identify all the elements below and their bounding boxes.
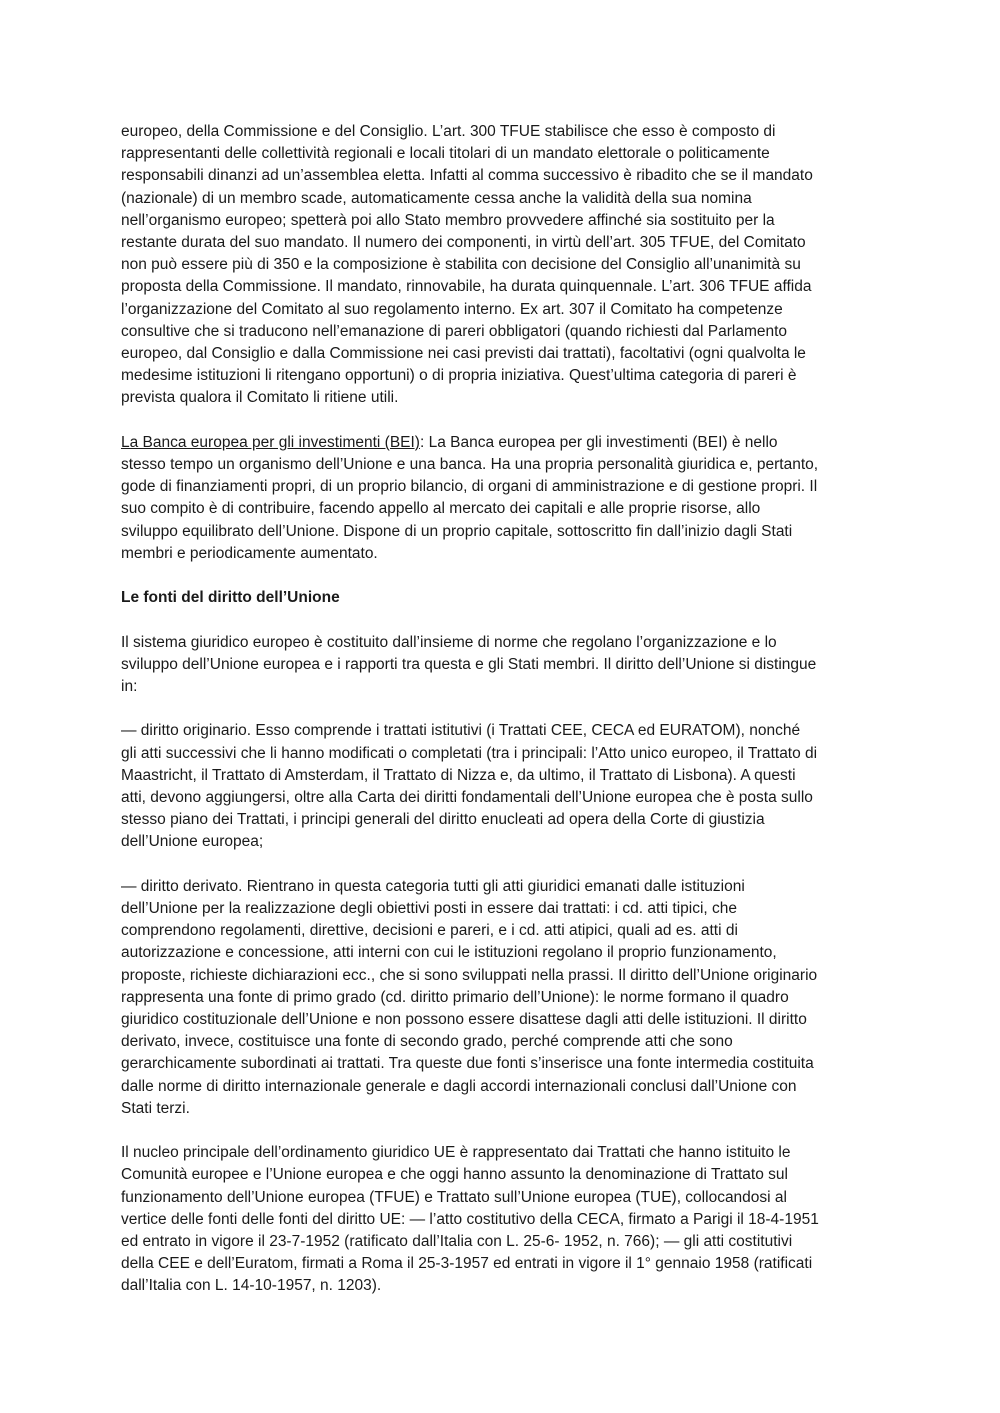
paragraph-nucleo-principale: Il nucleo principale dell’ordinamento giuridico UE è rappresentato dai Trattati che hanno istituito le Comunità europee e l’Unione europea e che oggi hanno assunto la denominazione di Trattato sul funzionamento dell’Unione europea (TFUE) e Trattato sull’Unione europea (TUE), collocandosi al vertice delle fonti delle fonti del diritto UE: — l’atto costitutivo della CECA, firmato a Parigi il 18-4-1951 ed entrato in vigore il 23-7-1952 (ratificato dall’Italia con L. 25-6- 1952, n. 766); — gli atti costitutivi della CEE e dell’Euratom, firmati a Roma il 25-3-1957 ed entrati in vigore il 1° gennaio 1958 (ratificati dall’Italia con L. 14-10-1957, n. 1203). [121,1144,819,1295]
paragraph-bei [121,432,881,565]
section-heading: Le fonti del diritto dell’Unione [121,589,340,607]
bei-text: : La Banca europea per gli investimenti (BEI) è nello stesso tempo un organismo dell’Unione e una banca. Ha una propria personalità giuridica e, pertanto, gode di finanziamenti propri, di un proprio bilancio, di organi di amministrazione e di gestione propri. Il suo compito è di contribuire, facendo appello al mercato dei capitali e alle proprie risorse, allo sviluppo equilibrato dell’Unione. Dispone di un proprio capitale, sottoscritto fin dall’inizio dagli Stati membri e periodicamente aumentato. [121,433,819,562]
paragraph-sistema-giuridico: Il sistema giuridico europeo è costituito dall’insieme di norme che regolano l’organizzazione e lo sviluppo dell’Unione europea e i rapporti tra questa e gli Stati membri. Il diritto dell’Unione si distingue in: [121,633,817,696]
paragraph-comitato-regioni: europeo, della Commissione e del Consiglio. L’art. 300 TFUE stabilisce che esso è composto di rappresentanti delle collettività regionali e locali titolari di un mandato elettorale o politicamente responsabili dinanzi ad un’assemblea eletta. Infatti al comma successivo è ribadito che se il mandato (nazionale) di un membro scade, automaticamente cessa anche la validità della sua nomina nell’organismo europeo; spetterà poi allo Stato membro provvedere affinché sia sostituito per la restante durata del suo mandato. Il numero dei componenti, in virtù dell’art. 305 TFUE, del Comitato non può essere più di 350 e la composizione è stabilita con decisione del Consiglio all’unanimità su proposta della Commissione. Il mandato, rinnovabile, ha durata quinquennale. L’art. 306 TFUE affida l’organizzazione del Comitato al suo regolamento interno. Ex art. 307 il Comitato ha competenze consultive che si traducono nell’emanazione di pareri obbligatori (quando richiesti dal Parlamento europeo, dal Consiglio e dalla Commissione nei casi previsti dai trattati), facoltativi (ogni qualvolta le medesime istituzioni li ritengano opportuni) o di propria iniziativa. Quest’ultima categoria di pareri è prevista qualora il Comitato li ritiene utili. [121,123,813,407]
bei-label: La Banca europea per gli investimenti (BEI) [121,433,420,451]
document-body [121,121,881,1320]
paragraph-diritto-originario: — diritto originario. Esso comprende i trattati istitutivi (i Trattati CEE, CECA ed EURATOM), nonché gli atti successivi che li hanno modificati o completati (tra i principali: l’Atto unico europeo, il Trattato di Maastricht, il Trattato di Amsterdam, il Trattato di Nizza e, da ultimo, il Trattato di Lisbona). A questi atti, devono aggiungersi, oltre alla Carta dei diritti fondamentali dell’Unione europea che è posta sullo stesso piano dei Trattati, i principi generali del diritto enucleati ad opera della Corte di giustizia dell’Unione europea; [121,722,818,851]
paragraph-diritto-derivato: — diritto derivato. Rientrano in questa categoria tutti gli atti giuridici emanati dalle istituzioni dell’Unione per la realizzazione degli obiettivi posti in essere dai trattati: i cd. atti tipici, che comprendono regolamenti, direttive, decisioni e pareri, e i cd. atti atipici, quali ad es. atti di autorizzazione e concessione, atti interni con cui le istituzioni regolano il proprio funzionamento, proposte, richieste dichiarazioni ecc., che si sono sviluppati nella prassi. Il diritto dell’Unione originario rappresenta una fonte di primo grado (cd. diritto primario dell’Unione): le norme formano il quadro giuridico costituzionale dell’Unione e non possono essere disattese dagli atti delle istituzioni. Il diritto derivato, invece, costituisce una fonte di secondo grado, perché comprende atti che sono gerarchicamente subordinati ai trattati. Tra queste due fonti s’inserisce una fonte intermedia costituita dalle norme di diritto internazionale generale e dagli accordi internazionali conclusi dall’Unione con Stati terzi. [121,877,818,1117]
